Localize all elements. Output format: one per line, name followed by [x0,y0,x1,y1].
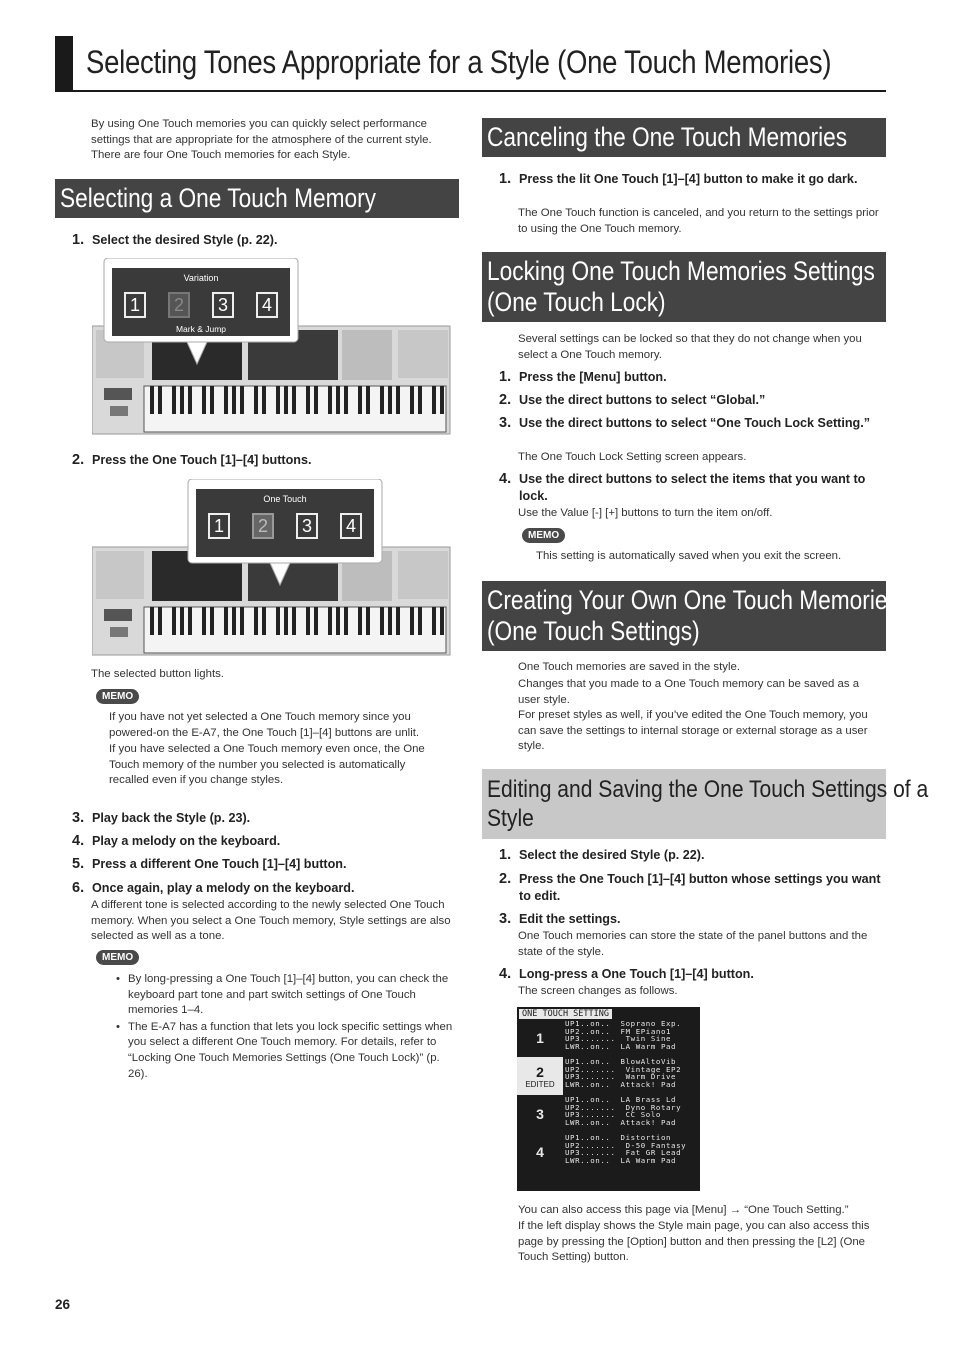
selecting-step-4: 4. Play a melody on the keyboard. [72,833,281,849]
one-touch-button-2[interactable]: 2 [168,292,190,318]
screen-row-1: 1 UP1..on.. Soprano Exp. UP2..on.. FM EPiano1 UP3....... Twin Sine LWR..on.. LA Warm Pad [517,1019,700,1057]
one-touch-button-1[interactable]: 1 [124,292,146,318]
one-touch-button-1[interactable]: 1 [208,513,230,539]
title-rule [55,90,886,92]
screen-header: ONE TOUCH SETTING [519,1009,612,1019]
page-number: 26 [55,1297,71,1312]
memo-note-1: If you have not yet selected a One Touch memory since you powered-on the E-A7, the One Touch [1]–[4] buttons are unlit. [109,711,420,739]
one-touch-button-4[interactable]: 4 [256,292,278,318]
one-touch-setting-screen [517,1007,700,1191]
memo-badge: MEMO [522,528,565,543]
locking-step-1: 1. Press the [Menu] button. [499,369,667,385]
title-bar-accent [55,36,73,92]
canceling-step-1: 1. Press the lit One Touch [1]–[4] button to make it go dark. [499,171,858,187]
one-touch-button-2[interactable]: 2 [252,513,274,539]
selecting-step-2: 2. Press the One Touch [1]–[4] buttons. [72,452,312,468]
memory-number: 1 [536,1030,544,1046]
section-heading-locking: Locking One Touch Memories Settings (One Touch Lock) [482,252,886,322]
creating-paragraph-2: Changes that you made to a One Touch memory can be saved as a user style. [518,678,860,706]
screen-row-2: 2 EDITED UP1..on.. BlowAltoVib UP2....... Vintage EP2 UP3....... Warm Drive LWR..on.. Attack! Pad [517,1057,700,1095]
locking-memo-note: This setting is automatically saved when you exit the screen. [536,550,842,562]
access-note-2: If the left display shows the Style main page, you can also access this page by pressing the [Option] button and then pressing the [L2] (One Touch Setting) button. [518,1220,870,1264]
access-note: You can also access this page via [Menu] → “One Touch Setting.” [518,1204,849,1216]
creating-paragraph-1: One Touch memories are saved in the style. [518,661,741,673]
screen-row-4: 4 UP1..on.. Distortion UP2....... D-50 Fantasy UP3....... Fat GR Lead LWR..on.. LA Warm Pad [517,1133,700,1171]
editing-step-1: 1. Select the desired Style (p. 22). [499,847,705,863]
memo-note-2: If you have selected a One Touch memory even once, the One Touch memory of the number you selected is automatically recalled even if you change styles. [109,743,425,787]
lights-note: The selected button lights. [91,668,224,680]
locking-intro: Several settings can be locked so that they do not change when you select a One Touch memory. [518,333,862,361]
editing-step-4: 4. Long-press a One Touch [1]–[4] button. [499,966,754,982]
memo-bullet: • By long-pressing a One Touch [1]–[4] button, you can check the keyboard part tone and part switch settings of One Touch memories 1–4. [116,972,462,1019]
section-heading-creating: Creating Your Own One Touch Memories (One Touch Settings) [482,581,886,651]
editing-step-4-description: The screen changes as follows. [518,985,678,997]
section-heading-canceling: Canceling the One Touch Memories [482,118,886,157]
section-heading-editing: Editing and Saving the One Touch Settings of a Style [482,769,886,839]
one-touch-button-4[interactable]: 4 [340,513,362,539]
editing-step-3: 3. Edit the settings. [499,911,621,927]
one-touch-panel-2 [196,489,374,557]
selecting-step-3: 3. Play back the Style (p. 23). [72,810,251,826]
one-touch-panel-1 [112,270,290,338]
editing-step-2: 2. Press the One Touch [1]–[4] button whose settings you want to edit. [499,871,881,903]
intro-paragraph: By using One Touch memories you can quickly select performance settings that are appropriate for the atmosphere of the current style. There are four One Touch memories for each Style. [91,118,432,162]
screen-row-3: 3 UP1..on.. LA Brass Ld UP2....... Dyno Rotary UP3....... CC Solo LWR..on.. Attack! Pad [517,1095,700,1133]
creating-paragraph-3: For preset styles as well, if you’ve edited the One Touch memory, you can save the settings to internal storage or external storage as a user style. [518,709,868,753]
memo-bullet-list [116,972,462,1083]
section-heading-selecting: Selecting a One Touch Memory [55,179,459,218]
editing-step-3-description: One Touch memories can store the state of the panel buttons and the state of the style. [518,930,868,958]
selecting-step-5: 5. Press a different One Touch [1]–[4] button. [72,856,347,872]
page-title: Selecting Tones Appropriate for a Style (One Touch Memories) [86,44,832,80]
selecting-step-6: 6. Once again, play a melody on the keyboard. [72,880,355,896]
memo-badge: MEMO [96,689,139,704]
memory-number: 4 [536,1144,544,1160]
step-6-description: A different tone is selected according to the newly selected One Touch memory. When you select a One Touch memory, Style settings are also selected as well as a tone. [91,899,451,943]
canceling-step-1-description: The One Touch function is canceled, and you return to the settings prior to using the One Touch memory. [518,207,879,235]
locking-step-3-description: The One Touch Lock Setting screen appears. [518,451,747,463]
mark-jump-label: Mark & Jump [175,324,227,334]
memory-number: 3 [536,1106,544,1122]
locking-step-4: 4. Use the direct buttons to select the items that you want to lock. [499,471,866,503]
one-touch-button-3[interactable]: 3 [296,513,318,539]
memory-number: 2 EDITED [517,1057,563,1095]
locking-step-4-description: Use the Value [-] [+] buttons to turn the item on/off. [518,507,773,519]
memo-badge: MEMO [96,950,139,965]
memo-bullet: • The E-A7 has a function that lets you lock specific settings when you select a different One Touch memory. For details, refer to “Locking One Touch Memories Settings (One Touch Lock)” (p. 26). [116,1020,462,1082]
one-touch-label: One Touch [263,494,307,504]
locking-step-3: 3. Use the direct buttons to select “One Touch Lock Setting.” [499,415,871,431]
variation-label: Variation [183,273,219,283]
selecting-step-1: 1. Select the desired Style (p. 22). [72,232,278,248]
one-touch-button-3[interactable]: 3 [212,292,234,318]
locking-step-2: 2. Use the direct buttons to select “Global.” [499,392,766,408]
